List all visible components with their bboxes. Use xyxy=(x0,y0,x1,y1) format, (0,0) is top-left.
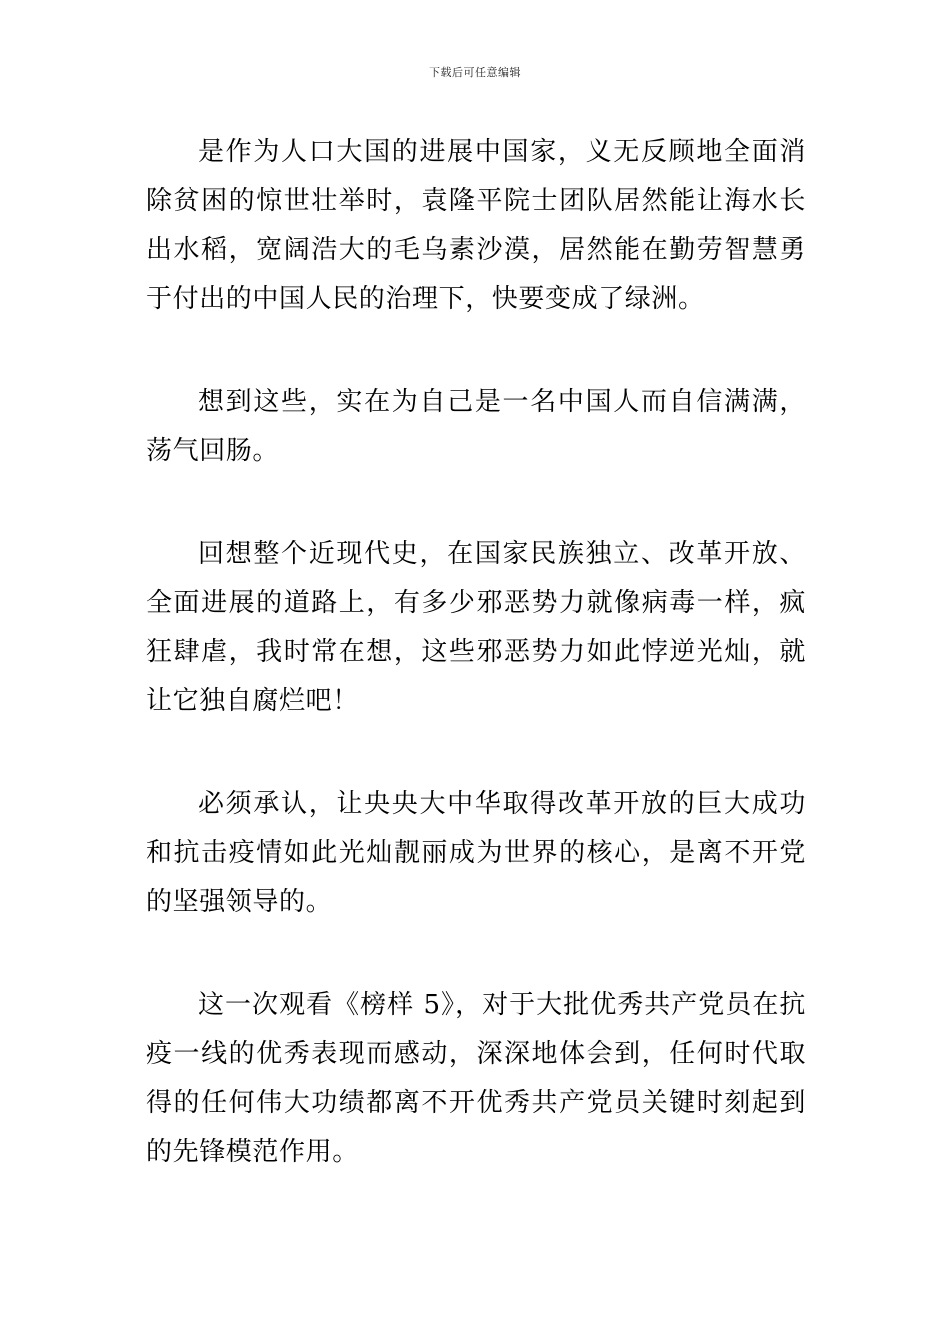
paragraph-2: 想到这些，实在为自己是一名中国人而自信满满，荡气回肠。 xyxy=(146,387,806,466)
paragraph-4: 必须承认，让央央大中华取得改革开放的巨大成功和抗击疫情如此光灿靓丽成为世界的核心，是离不开党的坚强领导的。 xyxy=(146,789,806,917)
paragraph-3: 回想整个近现代史，在国家民族独立、改革开放、全面进展的道路上，有多少邪恶势力就像病毒一样，疯狂肆虐，我时常在想，这些邪恶势力如此悖逆光灿，就让它独自腐烂吧！ xyxy=(146,539,806,716)
paragraph-5: 这一次观看《榜样 5》，对于大批优秀共产党员在抗疫一线的优秀表现而感动，深深地体会到，任何时代取得的任何伟大功绩都离不开优秀共产党员关键时刻起到的先锋模范作用。 xyxy=(146,990,806,1167)
document-body xyxy=(146,128,806,1231)
paragraph-1: 是作为人口大国的进展中国家，义无反顾地全面消除贫困的惊世壮举时，袁隆平院士团队居然能让海水长出水稻，宽阔浩大的毛乌素沙漠，居然能在勤劳智慧勇于付出的中国人民的治理下，快要变成了绿洲。 xyxy=(146,137,806,314)
header-note: 下载后可任意编辑 xyxy=(429,66,521,79)
